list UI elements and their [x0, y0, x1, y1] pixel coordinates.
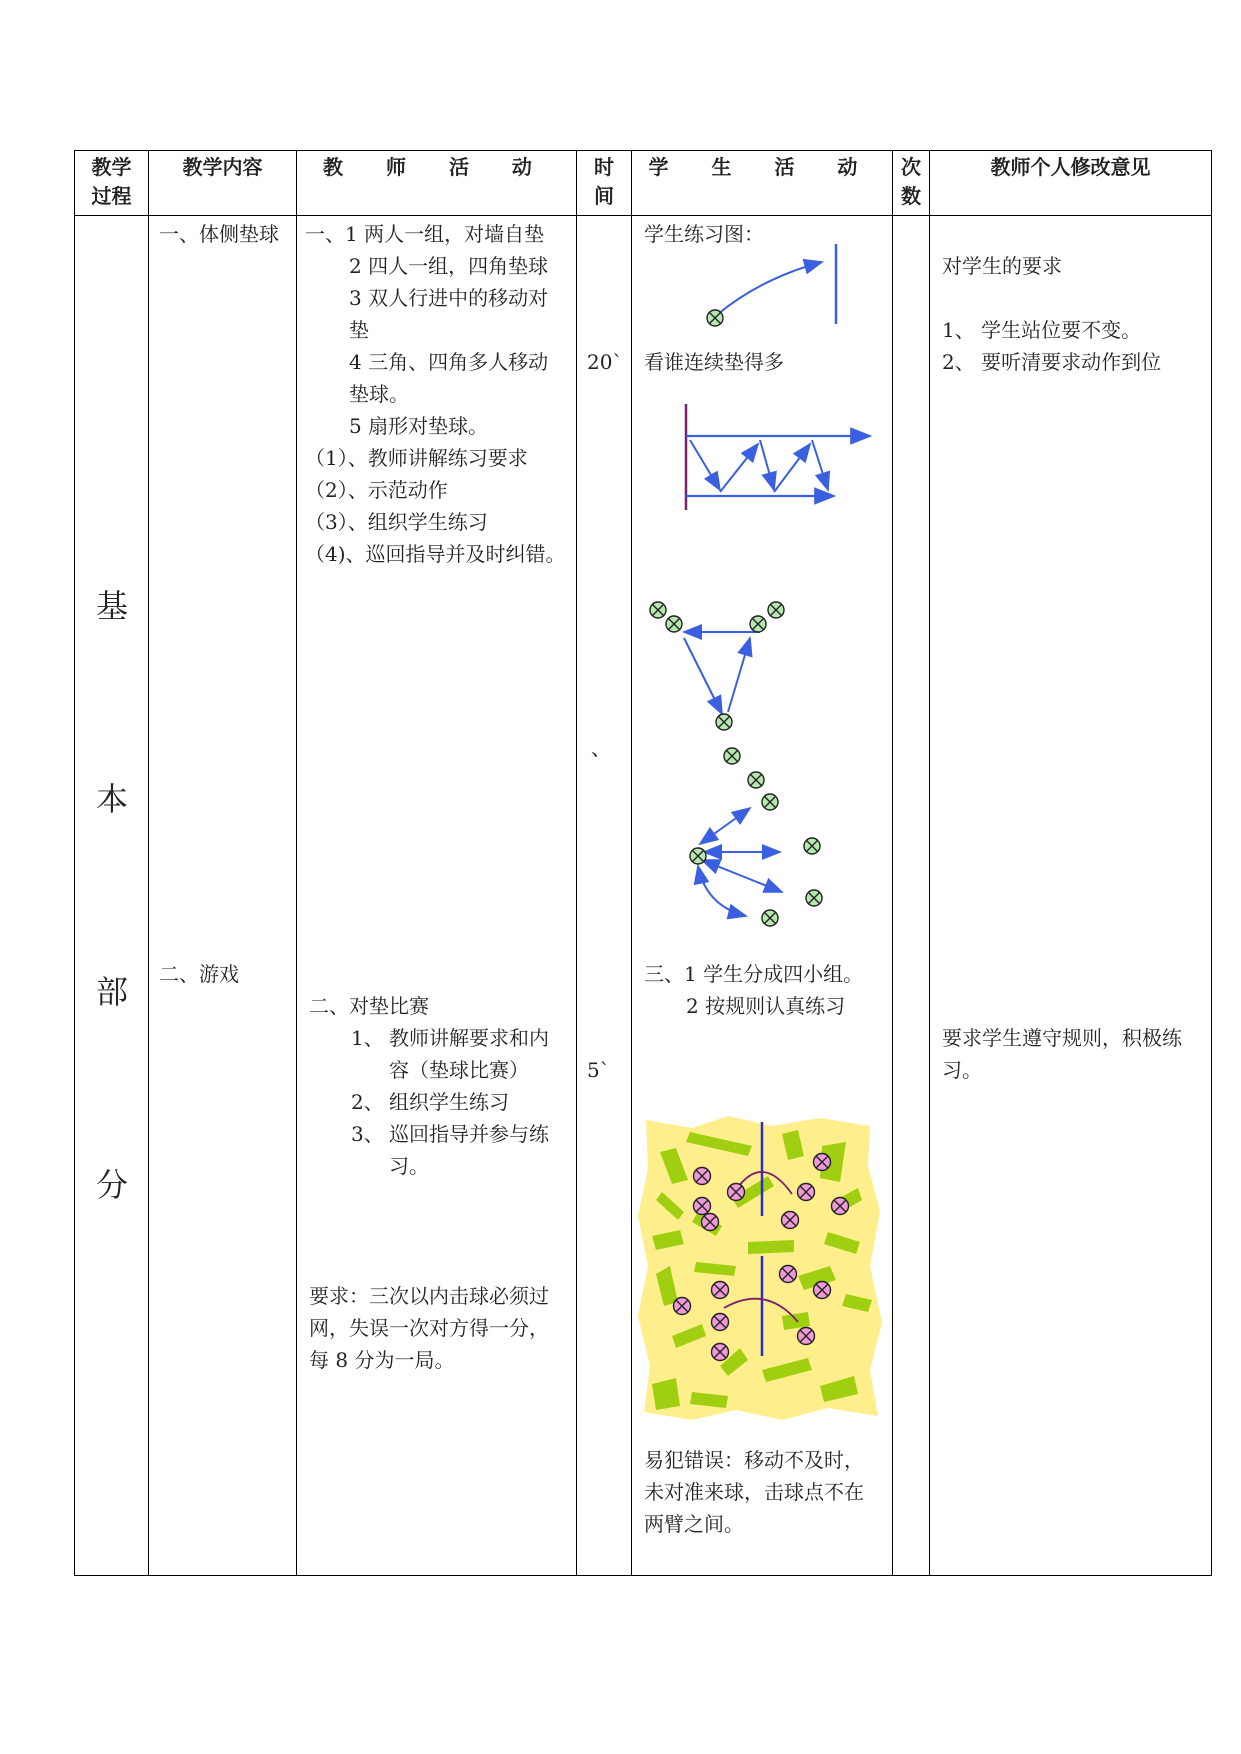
header-student	[632, 151, 893, 216]
diagram-triangle-pass	[632, 586, 893, 736]
count-cell	[893, 216, 930, 1576]
header-count-line2: 数	[901, 184, 921, 208]
student-cell	[632, 216, 893, 1576]
teacher-step-4: （4)、巡回指导并及时纠错。	[305, 542, 566, 566]
player-icon	[780, 1266, 797, 1283]
teacher-activity-5: 5 扇形对垫球。	[349, 414, 489, 438]
teacher-step-2: （2）、示范动作	[305, 478, 448, 502]
stage-char-4: 分	[95, 1166, 128, 1204]
content-item-1: 一、体侧垫球	[159, 222, 279, 246]
student-group-2: 2 按规则认真练习	[686, 994, 846, 1018]
header-content-label: 教学内容	[182, 155, 263, 179]
student-group-1: 三、1 学生分成四小组。	[644, 962, 864, 986]
header-opinion	[930, 151, 1212, 216]
player-icon	[804, 838, 820, 854]
opinion-game-requirement-cont: 习。	[942, 1058, 982, 1082]
player-icon	[716, 714, 732, 730]
player-icon	[750, 616, 766, 632]
opinion-game-requirement: 要求学生遵守规则，积极练	[942, 1026, 1182, 1050]
teacher-activity-3-cont: 垫	[349, 318, 369, 342]
player-icon	[762, 910, 778, 926]
stage-char-2: 本	[95, 780, 128, 818]
teacher-activity-4: 4 三角、四角多人移动	[349, 350, 549, 374]
teacher-activity-1: 一、1 两人一组，对墙自垫	[305, 222, 545, 246]
teacher-game-1-cont: 容（垫球比赛）	[389, 1058, 529, 1082]
player-icon	[798, 1184, 815, 1201]
header-content	[149, 151, 297, 216]
header-teacher-label: 教 师 活 动	[323, 155, 550, 179]
player-icon	[707, 310, 723, 326]
teacher-rule-2: 网，失误一次对方得一分，	[309, 1316, 549, 1340]
player-icon	[806, 890, 822, 906]
header-time-line1: 时	[594, 155, 614, 179]
student-error-3: 两臂之间。	[644, 1512, 744, 1536]
lesson-plan-table	[74, 150, 1212, 1576]
time-20: 20`	[587, 350, 623, 374]
header-count	[893, 151, 930, 216]
player-icon	[724, 748, 740, 764]
player-icon	[690, 848, 706, 864]
header-time-line2: 间	[594, 184, 614, 208]
diagram-wall-pass	[632, 216, 893, 336]
player-icon	[666, 616, 682, 632]
header-opinion-label: 教师个人修改意见	[990, 155, 1151, 179]
student-error-2: 未对准来球，击球点不在	[644, 1480, 864, 1504]
diagram-fan-pass	[632, 736, 893, 936]
teacher-game-num-2: 2、	[351, 1090, 384, 1114]
teacher-game-title: 二、对垫比赛	[309, 994, 429, 1018]
player-icon	[712, 1314, 729, 1331]
teacher-game-2: 组织学生练习	[389, 1090, 509, 1114]
header-process-line2: 过程	[91, 184, 132, 208]
player-icon	[798, 1328, 815, 1345]
header-count-line1: 次	[901, 155, 921, 179]
teacher-step-3: （3）、组织学生练习	[305, 510, 488, 534]
teacher-game-3-cont: 习。	[389, 1154, 429, 1178]
teacher-activity-4-cont: 垫球。	[349, 382, 409, 406]
stage-char-3: 部	[95, 973, 128, 1011]
teacher-step-1: （1）、教师讲解练习要求	[305, 446, 528, 470]
content-item-2: 二、游戏	[159, 962, 239, 986]
opinion-item-2: 2、 要听清要求动作到位	[942, 350, 1162, 374]
opinion-requirement-title: 对学生的要求	[942, 254, 1062, 278]
player-icon	[702, 1214, 719, 1231]
diagram-game-court	[632, 1116, 893, 1436]
player-icon	[768, 602, 784, 618]
header-time	[577, 151, 632, 216]
teacher-game-3: 巡回指导并参与练	[389, 1122, 549, 1146]
opinion-cell	[930, 216, 1212, 1576]
diagram-moving-pass	[632, 396, 893, 536]
student-error-1: 易犯错误：移动不及时，	[644, 1448, 864, 1472]
teacher-activity-2: 2 四人一组，四角垫球	[349, 254, 549, 278]
header-process-line1: 教学	[91, 155, 132, 179]
player-icon	[694, 1168, 711, 1185]
player-icon	[814, 1282, 831, 1299]
time-mark: 、	[591, 736, 611, 760]
player-icon	[712, 1344, 729, 1361]
player-icon	[694, 1198, 711, 1215]
teacher-activity-3: 3 双人行进中的移动对	[349, 286, 549, 310]
teacher-rule-1: 要求：三次以内击球必须过	[309, 1284, 549, 1308]
stage-cell	[75, 216, 149, 1576]
header-teacher	[297, 151, 577, 216]
player-icon	[650, 602, 666, 618]
teacher-game-num-3: 3、	[351, 1122, 384, 1146]
header-process	[75, 151, 149, 216]
time-5: 5`	[587, 1058, 610, 1082]
time-cell	[577, 216, 632, 1576]
teacher-rule-3: 每 8 分为一局。	[309, 1348, 455, 1372]
player-icon	[728, 1184, 745, 1201]
content-cell	[149, 216, 297, 1576]
player-icon	[814, 1154, 831, 1171]
stage-char-1: 基	[95, 587, 128, 625]
player-icon	[782, 1212, 799, 1229]
player-icon	[762, 794, 778, 810]
opinion-item-1: 1、 学生站位要不变。	[942, 318, 1142, 342]
header-student-label: 学 生 活 动	[648, 155, 876, 179]
player-icon	[674, 1298, 691, 1315]
student-compete-text: 看谁连续垫得多	[644, 350, 784, 374]
player-icon	[832, 1198, 849, 1215]
player-icon	[712, 1282, 729, 1299]
player-icon	[748, 772, 764, 788]
teacher-cell	[297, 216, 577, 1576]
student-diagram-title: 学生练习图：	[644, 222, 764, 246]
teacher-game-num-1: 1、	[351, 1026, 384, 1050]
teacher-game-1: 教师讲解要求和内	[389, 1026, 549, 1050]
